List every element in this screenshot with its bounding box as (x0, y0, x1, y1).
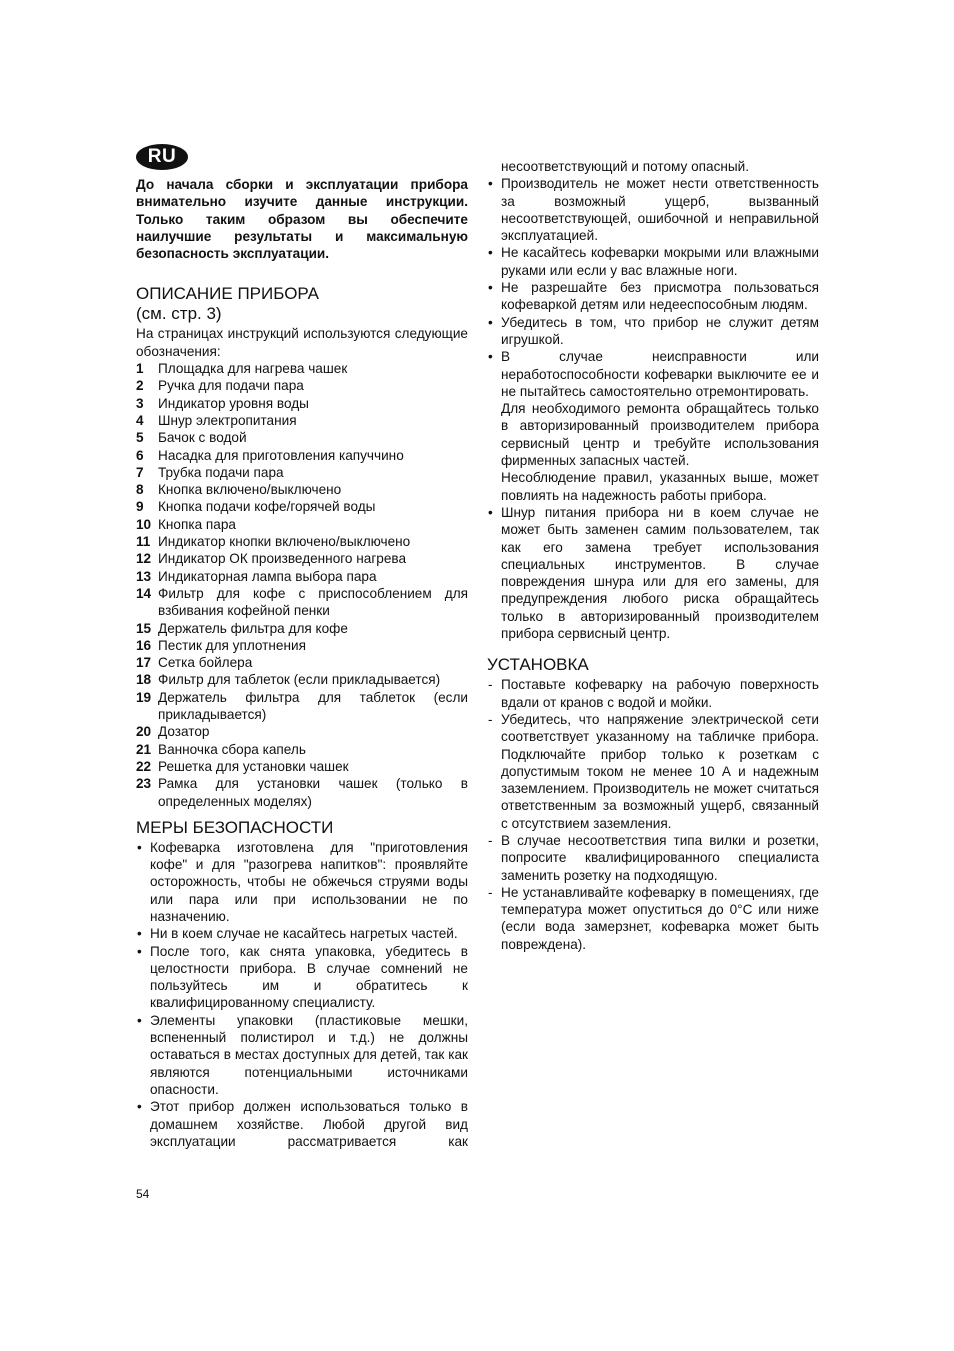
item-text: Фильтр для кофе с приспособлением для взбивания кофейной пенки (158, 585, 468, 619)
list-item (136, 671, 468, 688)
list-item (136, 550, 468, 567)
item-number: 19 (136, 689, 152, 705)
bullet-icon: • (488, 176, 493, 192)
item-text: Этот прибор должен использоваться только в домашнем хозяйстве. Любой другой вид эксплуатации рассматривается как (150, 1099, 468, 1149)
installation-heading: УСТАНОВКА (487, 655, 589, 675)
item-text: Индикатор ОК произведенного нагрева (158, 551, 407, 567)
item-text: В случае несоответствия типа вилки и розетки, попросите квалифицированного специалиста заменить розетку на подходящую. (501, 832, 819, 883)
item-text: Кофеварка изготовлена для "приготовления кофе" и для "разогрева напитков": проявляйте осторожность, чтобы не обжечься струями воды или пара или при использовании не по назначению. (150, 839, 468, 924)
cord-list (487, 504, 819, 642)
bullet-icon: • (488, 280, 493, 296)
warning-paragraph: Несоблюдение правил, указанных выше, может повлиять на надежность работы прибора. (501, 470, 819, 503)
list-item (136, 533, 468, 550)
item-text: Индикатор уровня воды (158, 395, 309, 411)
item-number: 2 (136, 378, 144, 394)
list-item (136, 481, 468, 498)
item-text: Ручка для подачи пара (158, 378, 304, 394)
item-number: 1 (136, 361, 144, 377)
list-item (487, 832, 819, 884)
description-lead: На страницах инструкций используются следующие обозначения: (136, 326, 468, 359)
list-item (136, 637, 468, 654)
item-number: 16 (136, 637, 152, 653)
item-text: Не устанавливайте кофеварку в помещениях, где температура может опуститься до 0°С или ниже (если вода замерзнет, кофеварка может быть повреждена). (501, 884, 819, 952)
list-item (136, 516, 468, 533)
description-subheading: (см. стр. 3) (136, 304, 222, 324)
list-item (136, 412, 468, 429)
list-item (136, 585, 468, 620)
item-text: Кнопка включено/выключено (158, 482, 342, 498)
repair-paragraph: Для необходимого ремонта обращайтесь только в авторизированный производителем прибора сервисный центр и требуйте использования фирменных запасных частей. (501, 401, 819, 469)
item-text: Ванночка сбора капель (158, 741, 306, 757)
item-text: Убедитесь, что напряжение электрической сети соответствует указанному на табличке прибора. Подключайте прибор только к розеткам с допустимым током не менее 10 А и надежным заземлением. Производитель не может считаться ответственным за возможный ущерб, связанный с отсутствием заземления. (501, 711, 819, 831)
dash-icon: - (488, 711, 493, 727)
item-number: 21 (136, 741, 152, 757)
item-number: 18 (136, 672, 152, 688)
list-item (487, 348, 819, 400)
item-number: 23 (136, 776, 152, 792)
list-item (136, 839, 468, 925)
bullet-icon: • (488, 245, 493, 261)
item-number: 10 (136, 516, 152, 532)
intro-warning: До начала сборки и эксплуатации прибора внимательно изучите данные инструкции. Только таким образом вы обеспечите наилучшие результаты и максимальную безопасность эксплуатации. (136, 177, 468, 262)
safety-list-right (487, 175, 819, 400)
list-item (136, 620, 468, 637)
list-item (136, 1012, 468, 1098)
list-item (136, 360, 468, 377)
item-number: 6 (136, 447, 144, 463)
list-item (487, 504, 819, 642)
item-number: 14 (136, 585, 152, 601)
item-text: Индикаторная лампа выбора пара (158, 568, 377, 584)
list-item (487, 279, 819, 314)
list-item (136, 498, 468, 515)
item-text: Не разрешайте без присмотра пользоваться кофеваркой детям или недееспособным людям. (501, 280, 819, 313)
item-text: Убедитесь в том, что прибор не служит детям игрушкой. (501, 314, 819, 347)
item-text: Бачок с водой (158, 430, 247, 446)
item-text: Рамка для установки чашек (только в определенных моделях) (158, 776, 468, 809)
item-text: Держатель фильтра для таблеток (если прикладывается) (158, 689, 468, 723)
item-number: 7 (136, 464, 144, 480)
item-number: 5 (136, 430, 144, 446)
item-text: Дозатор (158, 724, 210, 740)
bullet-icon: • (137, 839, 142, 855)
list-item (487, 314, 819, 349)
item-text: Индикатор кнопки включено/выключено (158, 534, 411, 550)
page-number: 54 (136, 1187, 150, 1201)
item-text: Элементы упаковки (пластиковые мешки, вспененный полистирол и т.д.) не должны оставаться в местах доступных для детей, так как являются потенциальными источниками опасности. (150, 1012, 468, 1097)
continued-text: несоответствующий и потому опасный. (501, 159, 750, 174)
bullet-icon: • (488, 504, 493, 520)
bullet-icon: • (137, 1012, 142, 1028)
item-text: Трубка подачи пара (158, 464, 284, 480)
item-text: Площадка для нагрева чашек (158, 361, 348, 377)
item-text: Не касайтесь кофеварки мокрыми или влажными руками или если у вас влажные ноги. (501, 245, 819, 278)
list-item (136, 395, 468, 412)
item-number: 3 (136, 395, 144, 411)
list-item (136, 654, 468, 671)
list-item (136, 377, 468, 394)
list-item (487, 244, 819, 279)
list-item (136, 429, 468, 446)
dash-icon: - (488, 884, 493, 900)
list-item (136, 758, 468, 775)
list-item (487, 884, 819, 953)
item-number: 12 (136, 551, 152, 567)
item-number: 4 (136, 412, 144, 428)
dash-icon: - (488, 677, 493, 693)
list-item (136, 447, 468, 464)
list-item (136, 943, 468, 1012)
list-item (136, 568, 468, 585)
item-text: Производитель не может нести ответственность за возможный ущерб, вызванный несоответствующей, ошибочной и неправильной эксплуатацией. (501, 176, 819, 244)
item-text: Пестик для уплотнения (158, 637, 306, 653)
bullet-icon: • (488, 314, 493, 330)
list-item (487, 676, 819, 711)
left-column (136, 176, 468, 1150)
bullet-icon: • (137, 1099, 142, 1115)
dash-icon: - (488, 832, 493, 848)
item-number: 15 (136, 620, 152, 636)
item-text: Шнур электропитания (158, 412, 297, 428)
parts-list (136, 360, 468, 810)
right-column (487, 158, 819, 953)
item-text: Держатель фильтра для кофе (158, 620, 348, 636)
item-number: 9 (136, 499, 144, 515)
item-text: Поставьте кофеварку на рабочую поверхность вдали от кранов с водой и мойки. (501, 677, 819, 710)
bullet-icon: • (137, 943, 142, 959)
item-text: Насадка для приготовления капуччино (158, 447, 404, 463)
bullet-icon: • (488, 349, 493, 365)
item-text: В случае неисправности или неработоспособности кофеварки выключите ее и не пытайтесь самостоятельно отремонтировать. (501, 349, 819, 399)
item-number: 17 (136, 655, 152, 671)
item-number: 13 (136, 568, 152, 584)
item-number: 11 (136, 534, 151, 550)
bullet-icon: • (137, 926, 142, 942)
item-text: Шнур питания прибора ни в коем случае не может быть заменен самим пользователем, так как его замена требует использования специальных инструментов. В случае повреждения шнура или для его замены, для предупреждения любого риска обращайтесь только в авторизированный производителем прибора сервисный центр. (501, 504, 819, 642)
item-number: 20 (136, 724, 152, 740)
item-text: Кнопка подачи кофе/горячей воды (158, 499, 376, 515)
item-text: Кнопка пара (158, 516, 236, 532)
list-item (136, 741, 468, 758)
list-item (487, 175, 819, 244)
language-badge: RU (136, 144, 188, 170)
item-text: Ни в коем случае не касайтесь нагретых частей. (150, 926, 458, 942)
list-item (487, 711, 819, 832)
safety-heading: МЕРЫ БЕЗОПАСНОСТИ (136, 817, 334, 837)
list-item (136, 723, 468, 740)
item-text: Сетка бойлера (158, 655, 253, 671)
item-text: Фильтр для таблеток (если прикладывается) (158, 672, 441, 688)
list-item (136, 775, 468, 810)
item-text: После того, как снята упаковка, убедитесь в целостности прибора. В случае сомнений не пользуйтесь им и обратитесь к квалифицированному специалисту. (150, 943, 468, 1011)
list-item (136, 689, 468, 724)
description-heading: ОПИСАНИЕ ПРИБОРА (136, 284, 319, 304)
item-number: 8 (136, 482, 144, 498)
list-item (136, 464, 468, 481)
list-item (136, 1098, 468, 1150)
list-item (136, 925, 468, 942)
installation-list (487, 676, 819, 953)
safety-list-left (136, 839, 468, 1150)
item-number: 22 (136, 758, 152, 774)
item-text: Решетка для установки чашек (158, 758, 349, 774)
